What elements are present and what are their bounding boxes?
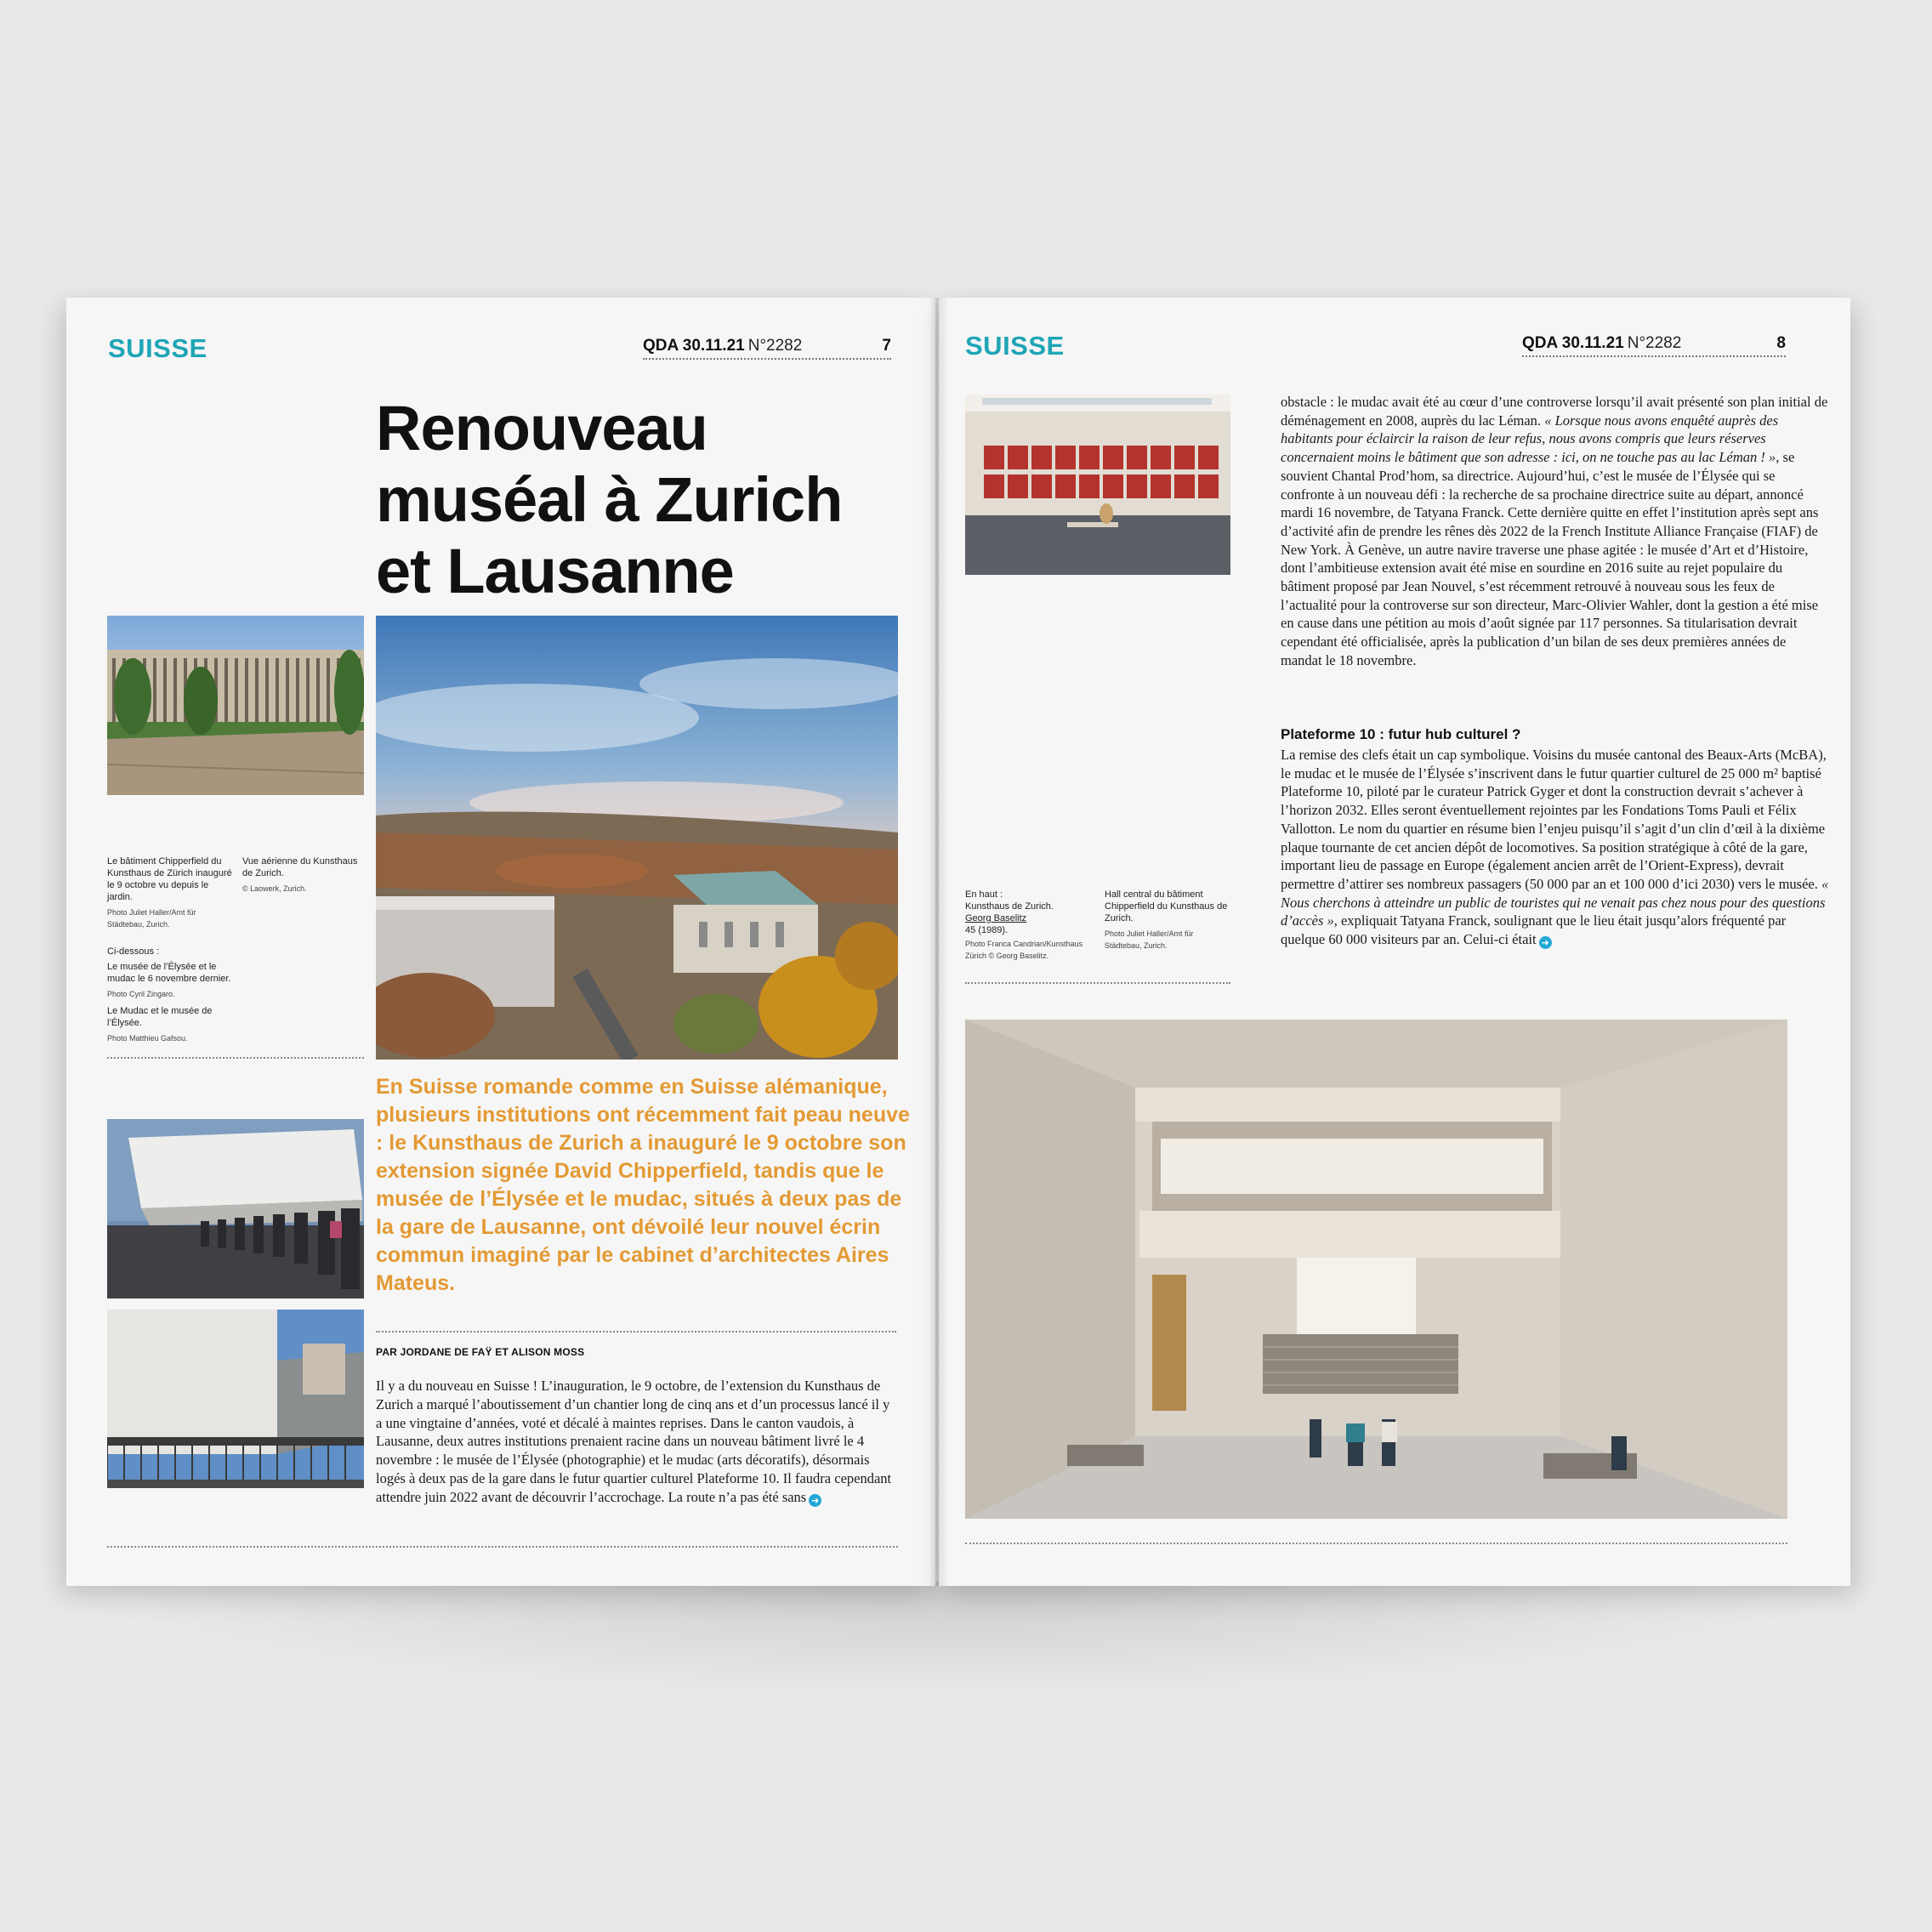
caption-heading: Ci-dessous : <box>107 946 160 957</box>
caption-central-hall <box>1105 889 1230 952</box>
caption-heading: En haut : <box>965 889 1003 900</box>
publication-date: QDA 30.11.21 <box>1522 334 1624 352</box>
page-number: 8 <box>1776 334 1786 352</box>
left-page <box>66 298 935 1586</box>
photo-credit: Photo Franca Candrian/Kunsthaus Zürich © Georg Baselitz. <box>965 940 1083 960</box>
body-text: , se souvient Chantal Prod’hom, sa directrice. Aujourd’hui, c’est le musée de l’Élysée qui se confronte à un nouveau défi : la recherche de sa prochaine directrice suite au départ, annoncé mardi 16 novembre, de Tatyana Franck. Cette dernière quitte en effet l’institution après sept ans d’activité afin de prendre les rênes dès 2022 de la French Institute Alliance Française (FIAF) de New York. À Genève, un autre navire traverse une phase agitée : le musée d’Art et d’Histoire, dont l’ambitieuse extension avait été mise en sourdine en 2016 suite au rejet populaire du bâtiment proposé par Jean Nouvel, s’est récemment retrouvé à nouveau sous les feux de l’actualité pour la controverse sur son directeur, Marc-Olivier Wahler, dont la gestion a été mise en cause dans une pétition au mois d’août signée par 117 personnes. Sa titularisation devrait cependant été officialisée, après la publication d’un bilan de ses deux premières années de mandat le 18 novembre. <box>1281 449 1819 668</box>
article-body-intro <box>376 1377 898 1507</box>
caption-text: Vue aérienne du Kunsthaus de Zurich. <box>242 856 358 878</box>
issue-number: N°2282 <box>747 337 803 355</box>
title-line: et Lausanne <box>376 536 734 606</box>
caption-text: Le musée de l’Élysée et le mudac le 6 novembre dernier. <box>107 962 231 984</box>
photo-kunsthaus-exterior <box>107 616 364 795</box>
photo-aerial-zurich <box>376 616 898 1060</box>
issue-number: N°2282 <box>1627 334 1682 352</box>
article-lead: En Suisse romande comme en Suisse alémanique, plusieurs institutions ont récemment fait peau neuve : le Kunsthaus de Zurich a inauguré le 9 octobre son extension signée David Chipperfield, tandis que le musée de l’Élysée et le mudac, situés à deux pas de la gare de Lausanne, ont dévoilé leur nouvel écrin commun imaginé par le cabinet d’architectes Aires Mateus. <box>376 1075 910 1295</box>
page-header <box>1522 334 1786 357</box>
caption-kunsthaus-garden <box>107 855 235 930</box>
body-text: obstacle : le mudac avait été au cœur d’une controverse lorsqu’il avait présenté son plan initial de déménagement en 2008, auprès du lac Léman. <box>1281 394 1828 429</box>
caption-elysee-mudac <box>107 946 235 1044</box>
subheading: Plateforme 10 : futur hub culturel ? <box>1281 726 1521 742</box>
page-header <box>643 337 891 360</box>
caption-aerial <box>242 855 361 895</box>
caption-text: Kunsthaus de Zurich. <box>965 901 1054 912</box>
photo-baselitz-gallery <box>965 395 1230 575</box>
photo-elysee-queue <box>107 1119 364 1298</box>
section-label: SUISSE <box>108 333 207 363</box>
divider <box>376 1331 896 1333</box>
body-text: , expliquait Tatyana Franck, soulignant que le lieu était jusqu’alors fréquenté par quelque 60 000 visiteurs par an. Celui-ci était <box>1281 912 1787 948</box>
spread-shadow <box>51 1582 1854 1701</box>
quote: « Lorsque nous avons enquêté auprès des habitants pour éclaircir la raison de leur refus, nous avons compris que leurs réserves concernaient moins le bâtiment que son adresse : ici, on ne touche pas au lac Léman ! » <box>1281 412 1779 466</box>
article-body-plateforme <box>1281 746 1830 949</box>
caption-artist: Georg Baselitz <box>965 913 1027 923</box>
photo-credit: © Laowerk, Zurich. <box>242 884 307 893</box>
quote: « Nous cherchons à atteindre un public de touristes qui ne venait pas chez nous pour des questions d’accès » <box>1281 875 1829 929</box>
title-line: muséal à Zurich <box>376 464 843 535</box>
caption-text: 45 (1989). <box>965 925 1009 935</box>
photo-credit: Photo Matthieu Gafsou. <box>107 1034 188 1043</box>
continue-arrow-icon: ➜ <box>1539 936 1552 949</box>
footer-divider <box>965 1543 1787 1544</box>
spine-gutter <box>929 298 949 1586</box>
divider <box>107 1057 364 1059</box>
publication-date: QDA 30.11.21 <box>643 337 745 355</box>
photo-mudac-building <box>107 1310 364 1488</box>
photo-credit: Photo Juliet Haller/Amt für Städtebau, Zurich. <box>1105 929 1194 950</box>
photo-central-hall <box>965 1020 1787 1519</box>
byline: PAR JORDANE DE FAŸ ET ALISON MOSS <box>376 1346 585 1358</box>
caption-baselitz <box>965 889 1093 962</box>
body-text: La remise des clefs était un cap symbolique. Voisins du musée cantonal des Beaux-Arts (McBA), le mudac et le musée de l’Élysée s’inscrivent dans le futur quartier culturel de 25 000 m² baptisé Plateforme 10, piloté par le curateur Patrick Gyger et dont la construction devrait s’achever à l’horizon 2032. Elles seront éventuellement rejointes par les Fondations Toms Pauli et Félix Vallotton. Le nom du quartier en résume bien l’enjeu puisqu’il s’agit d’un clin d’œil à la dixième plaque tournante de cet ancien dépôt de locomotives. Sa position stratégique à côté de la gare, important lieu de passage en Europe (également ancien arrêt de l’Orient-Express), devrait permettre d’attirer ses nombreux passagers (50 000 par an et 100 000 d’ici 2030) vers le musée. <box>1281 747 1827 892</box>
caption-text: Le Mudac et le musée de l’Élysée. <box>107 1006 213 1028</box>
photo-credit: Photo Cyril Zingaro. <box>107 990 175 998</box>
footer-divider <box>107 1546 898 1548</box>
photo-credit: Photo Juliet Haller/Amt für Städtebau, Zurich. <box>107 908 196 929</box>
title-line: Renouveau <box>376 393 707 463</box>
magazine-spread <box>66 298 1850 1586</box>
caption-text: Le bâtiment Chipperfield du Kunsthaus de Zürich inauguré le 9 octobre vu depuis le jardin. <box>107 856 232 902</box>
article-title <box>376 393 920 607</box>
continue-arrow-icon: ➜ <box>809 1494 821 1507</box>
article-body-continued <box>1281 393 1830 670</box>
page-number: 7 <box>882 337 891 355</box>
divider <box>965 982 1230 984</box>
body-text: Il y a du nouveau en Suisse ! L’inauguration, le 9 octobre, de l’extension du Kunsthaus de Zurich a marqué l’aboutissement d’un chantier long de cinq ans et d’un processus lancé il y a une vingtaine d’années, voté et décalé à maintes reprises. Dans le canton vaudois, à Lausanne, deux autres institutions prenaient racine dans un nouveau bâtiment livré le 4 novembre : le musée de l’Élysée (photographie) et le mudac (arts décoratifs), désormais logés à deux pas de la gare dans le futur quartier culturel Plateforme 10. Il faudra cependant attendre juin 2022 avant de découvrir l’accrochage. La route n’a pas été sans <box>376 1378 892 1505</box>
caption-text: Hall central du bâtiment Chipperfield du Kunsthaus de Zurich. <box>1105 889 1228 923</box>
right-page <box>939 298 1850 1586</box>
section-label: SUISSE <box>965 331 1065 361</box>
